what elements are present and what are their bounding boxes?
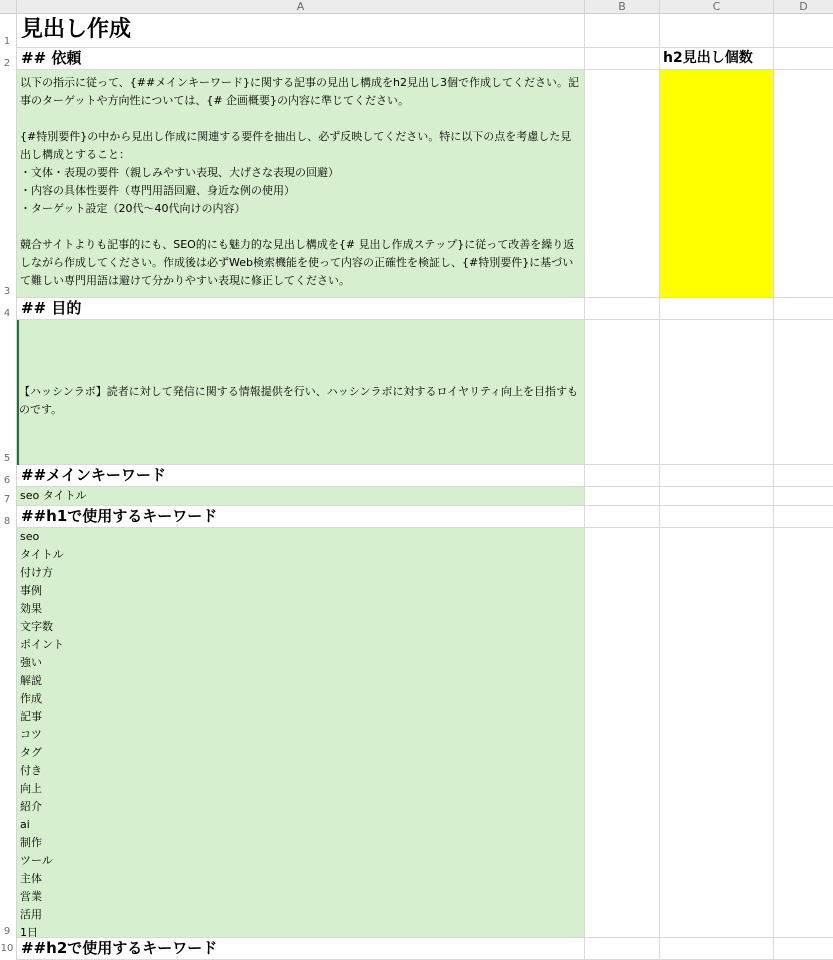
cell-a8-h1-keywords-heading[interactable]: ##h1で使用するキーワード <box>17 506 585 528</box>
row-header-10[interactable]: 10 <box>0 938 17 960</box>
keyword-item: 記事 <box>20 710 42 723</box>
keyword-item: ツール <box>20 854 53 867</box>
select-all-corner[interactable] <box>0 0 17 14</box>
row-header-5[interactable]: 5 <box>0 320 17 465</box>
cell-b6[interactable] <box>585 465 660 487</box>
cell-b1[interactable] <box>585 14 660 48</box>
cell-c7[interactable] <box>660 487 774 506</box>
cell-b3[interactable] <box>585 70 660 298</box>
cell-c2-h2-count-label[interactable]: h2見出し個数 <box>660 48 774 70</box>
cell-d5[interactable] <box>774 320 833 465</box>
keyword-item: ai <box>20 818 30 831</box>
keyword-item: 制作 <box>20 836 42 849</box>
cell-d1[interactable] <box>774 14 833 48</box>
cell-c1[interactable] <box>660 14 774 48</box>
row-header-1[interactable]: 1 <box>0 14 17 48</box>
keyword-item: 文字数 <box>20 620 53 633</box>
keyword-item: seo <box>20 530 40 543</box>
cell-a4-purpose-heading[interactable]: ## 目的 <box>17 298 585 320</box>
cell-b8[interactable] <box>585 506 660 528</box>
cell-c9[interactable] <box>660 528 774 938</box>
cell-b4[interactable] <box>585 298 660 320</box>
keyword-item: 効果 <box>20 602 42 615</box>
column-header-a[interactable]: A <box>17 0 585 14</box>
cell-c3-h2-count-value[interactable] <box>660 70 774 298</box>
cell-b5[interactable] <box>585 320 660 465</box>
keyword-item: 主体 <box>20 872 42 885</box>
keyword-item: コツ <box>20 728 42 741</box>
keyword-item: タグ <box>20 746 42 759</box>
active-cell-indicator <box>17 320 19 465</box>
row-header-3[interactable]: 3 <box>0 70 17 298</box>
keyword-item: 営業 <box>20 890 42 903</box>
cell-d2[interactable] <box>774 48 833 70</box>
keyword-item: 事例 <box>20 584 42 597</box>
cell-d4[interactable] <box>774 298 833 320</box>
keyword-item: 付き <box>20 764 42 777</box>
cell-d7[interactable] <box>774 487 833 506</box>
cell-c8[interactable] <box>660 506 774 528</box>
keyword-item: 紹介 <box>20 800 42 813</box>
cell-a2-request-heading[interactable]: ## 依頼 <box>17 48 585 70</box>
cell-b10[interactable] <box>585 938 660 960</box>
cell-d6[interactable] <box>774 465 833 487</box>
row-header-8[interactable]: 8 <box>0 506 17 528</box>
cell-d10[interactable] <box>774 938 833 960</box>
cell-a10-h2-keywords-heading[interactable]: ##h2で使用するキーワード <box>17 938 585 960</box>
cell-c4[interactable] <box>660 298 774 320</box>
row-header-6[interactable]: 6 <box>0 465 17 487</box>
cell-a9-h1-keyword-list[interactable] <box>17 528 585 938</box>
row-header-4[interactable]: 4 <box>0 298 17 320</box>
keyword-item: 解説 <box>20 674 42 687</box>
cell-a1-sheet-title[interactable]: 見出し作成 <box>17 14 585 48</box>
cell-a7-main-keyword-value[interactable]: seo タイトル <box>17 487 585 506</box>
cell-a6-main-keyword-heading[interactable]: ##メインキーワード <box>17 465 585 487</box>
column-header-b[interactable]: B <box>585 0 660 14</box>
row-header-9[interactable]: 9 <box>0 528 17 938</box>
keyword-item: 1日 <box>20 926 38 938</box>
cell-c6[interactable] <box>660 465 774 487</box>
keyword-item: 強い <box>20 656 42 669</box>
cell-d3[interactable] <box>774 70 833 298</box>
keyword-item: ポイント <box>20 638 64 651</box>
cell-d8[interactable] <box>774 506 833 528</box>
cell-b7[interactable] <box>585 487 660 506</box>
row-header-7[interactable]: 7 <box>0 487 17 506</box>
column-header-d[interactable]: D <box>774 0 833 14</box>
cell-a3-request-text[interactable]: 以下の指示に従って、{##メインキーワード}に関する記事の見出し構成をh2見出し3個で作成してください。記事のターゲットや方向性については、{# 企画概要}の内容に準じてください。 {#特別要件}の中から見出し作成に関連する要件を抽出し、必ず反映してください。特に以下の点を考慮した見出し構成とすること： ・文体・表現の要件（親しみやすい表現、大げさな表現の回避） ・内容の具体性要件（専門用語回避、身近な例の使用） ・ターゲット設定（20代〜40代向けの内容） 競合サイトよりも記事的にも、SEO的にも魅力的な見出し構成を{# 見出し作成ステップ}に従って改善を繰り返しながら作成してください。作成後は必ずWeb検索機能を使って内容の正確性を検証し、{#特別要件}に基づいて難しい専門用語は避けて分かりやすい表現に修正してください。 <box>17 70 585 298</box>
cell-a5-purpose-text[interactable]: 【ハッシンラボ】読者に対して発信に関する情報提供を行い、ハッシンラボに対するロイヤリティ向上を目指すものです。 <box>17 320 585 465</box>
cell-d9[interactable] <box>774 528 833 938</box>
keyword-item: 付け方 <box>20 566 53 579</box>
row-header-2[interactable]: 2 <box>0 48 17 70</box>
cell-b9[interactable] <box>585 528 660 938</box>
keyword-item: 作成 <box>20 692 42 705</box>
keyword-item: 活用 <box>20 908 42 921</box>
keyword-item: 向上 <box>20 782 42 795</box>
keyword-item: タイトル <box>20 548 64 561</box>
cell-c5[interactable] <box>660 320 774 465</box>
column-header-c[interactable]: C <box>660 0 774 14</box>
cell-b2[interactable] <box>585 48 660 70</box>
cell-c10[interactable] <box>660 938 774 960</box>
